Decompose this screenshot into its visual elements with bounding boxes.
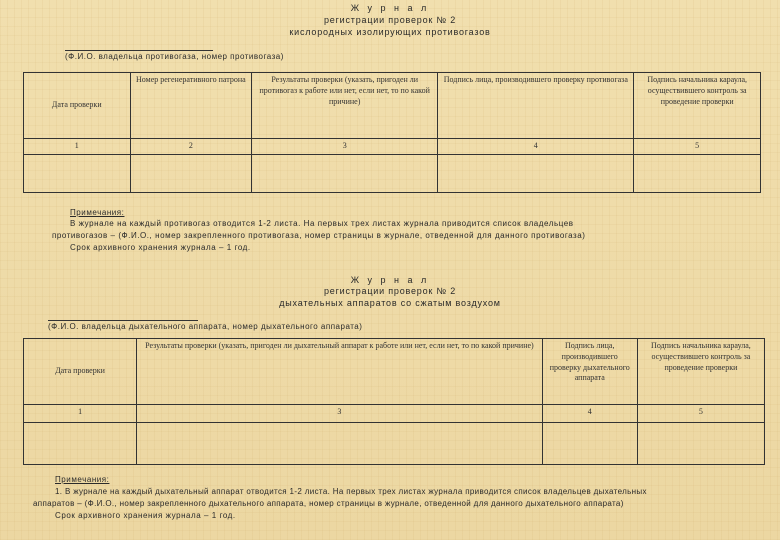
journal1-header-result: Результаты проверки (указать, пригоден ли противогаз к работе или нет, если нет, то по какой причине) <box>252 73 438 139</box>
journal1-note-line3: Срок архивного хранения журнала – 1 год. <box>70 243 251 252</box>
journal2-col-number: 1 <box>24 405 137 423</box>
journal1-header-cartridge: Номер регенеративного патрона <box>130 73 252 139</box>
journal1-empty-cell <box>438 155 634 193</box>
journal2-number-row <box>24 405 765 423</box>
journal1-col-number: 2 <box>130 139 252 155</box>
journal1-number-row <box>24 139 761 155</box>
journal1-header-date: Дата проверки <box>24 73 131 139</box>
journal2-note-line3: Срок архивного хранения журнала – 1 год. <box>55 511 236 520</box>
journal2-table <box>23 338 765 465</box>
journal2-header-date: Дата проверки <box>24 339 137 405</box>
journal1-empty-cell <box>130 155 252 193</box>
journal2-owner-caption: (Ф.И.О. владельца дыхательного аппарата, номер дыхательного аппарата) <box>48 322 363 331</box>
journal2-col-number: 5 <box>637 405 764 423</box>
journal1-header-chief: Подпись начальника караула, осуществившего контроль за проведение проверки <box>634 73 761 139</box>
journal1-col-number: 4 <box>438 139 634 155</box>
journal1-subtitle1: регистрации проверок № 2 <box>323 15 457 25</box>
journal1-title: Ж у р н а л <box>350 3 430 13</box>
journal2-header-inspector: Подпись лица, производившего проверку дыхательного аппарата <box>542 339 637 405</box>
journal1-owner-caption: (Ф.И.О. владельца противогаза, номер противогаза) <box>65 52 284 61</box>
journal2-col-number: 3 <box>137 405 543 423</box>
journal2-header-row <box>24 339 765 405</box>
journal1-header-inspector: Подпись лица, производившего проверку противогаза <box>438 73 634 139</box>
journal1-notes-title: Примечания: <box>70 208 125 217</box>
journal2-header-result: Результаты проверки (указать, пригоден ли дыхательный аппарат к работе или нет, если нет, то по какой причине) <box>137 339 543 405</box>
journal1-table <box>23 72 761 193</box>
journal2-note-line1: 1. В журнале на каждый дыхательный аппарат отводится 1-2 листа. На первых трех листах журнала приводится список владельцев дыхательных <box>55 487 647 496</box>
journal1-empty-cell <box>634 155 761 193</box>
journal1-note-line1: В журнале на каждый противогаз отводится 1-2 листа. На первых трех листах журнала приводится список владельцев <box>70 219 574 228</box>
journal1-col-number: 3 <box>252 139 438 155</box>
journal2-title: Ж у р н а л <box>350 275 430 285</box>
journal2-empty-cell <box>637 423 764 465</box>
journal2-empty-cell <box>542 423 637 465</box>
journal2-empty-cell <box>137 423 543 465</box>
journal1-empty-cell <box>252 155 438 193</box>
journal2-header-chief: Подпись начальника караула, осуществившего контроль за проведение проверки <box>637 339 764 405</box>
journal2-note-line2: аппаратов – (Ф.И.О., номер закрепленного дыхательного аппарата, номер страницы в журнале, отведенной для данного дыхательного аппарата) <box>33 499 624 508</box>
journal2-empty-row <box>24 423 765 465</box>
owner-underline-2 <box>48 320 198 321</box>
journal2-subtitle1: регистрации проверок № 2 <box>323 286 457 296</box>
journal2-notes-title: Примечания: <box>55 475 110 484</box>
journal2-empty-cell <box>24 423 137 465</box>
journal1-empty-cell <box>24 155 131 193</box>
journal2-col-number: 4 <box>542 405 637 423</box>
owner-underline-1 <box>65 50 213 51</box>
journal1-col-number: 1 <box>24 139 131 155</box>
journal1-note-line2: противогазов – (Ф.И.О., номер закрепленного противогаза, номер страницы в журнале, отведенной для данного противогаза) <box>52 231 586 240</box>
journal1-empty-row <box>24 155 761 193</box>
journal1-subtitle2: кислородных изолирующих противогазов <box>289 27 491 37</box>
journal2-subtitle2: дыхательных аппаратов со сжатым воздухом <box>279 298 501 308</box>
journal1-header-row <box>24 73 761 139</box>
journal1-col-number: 5 <box>634 139 761 155</box>
